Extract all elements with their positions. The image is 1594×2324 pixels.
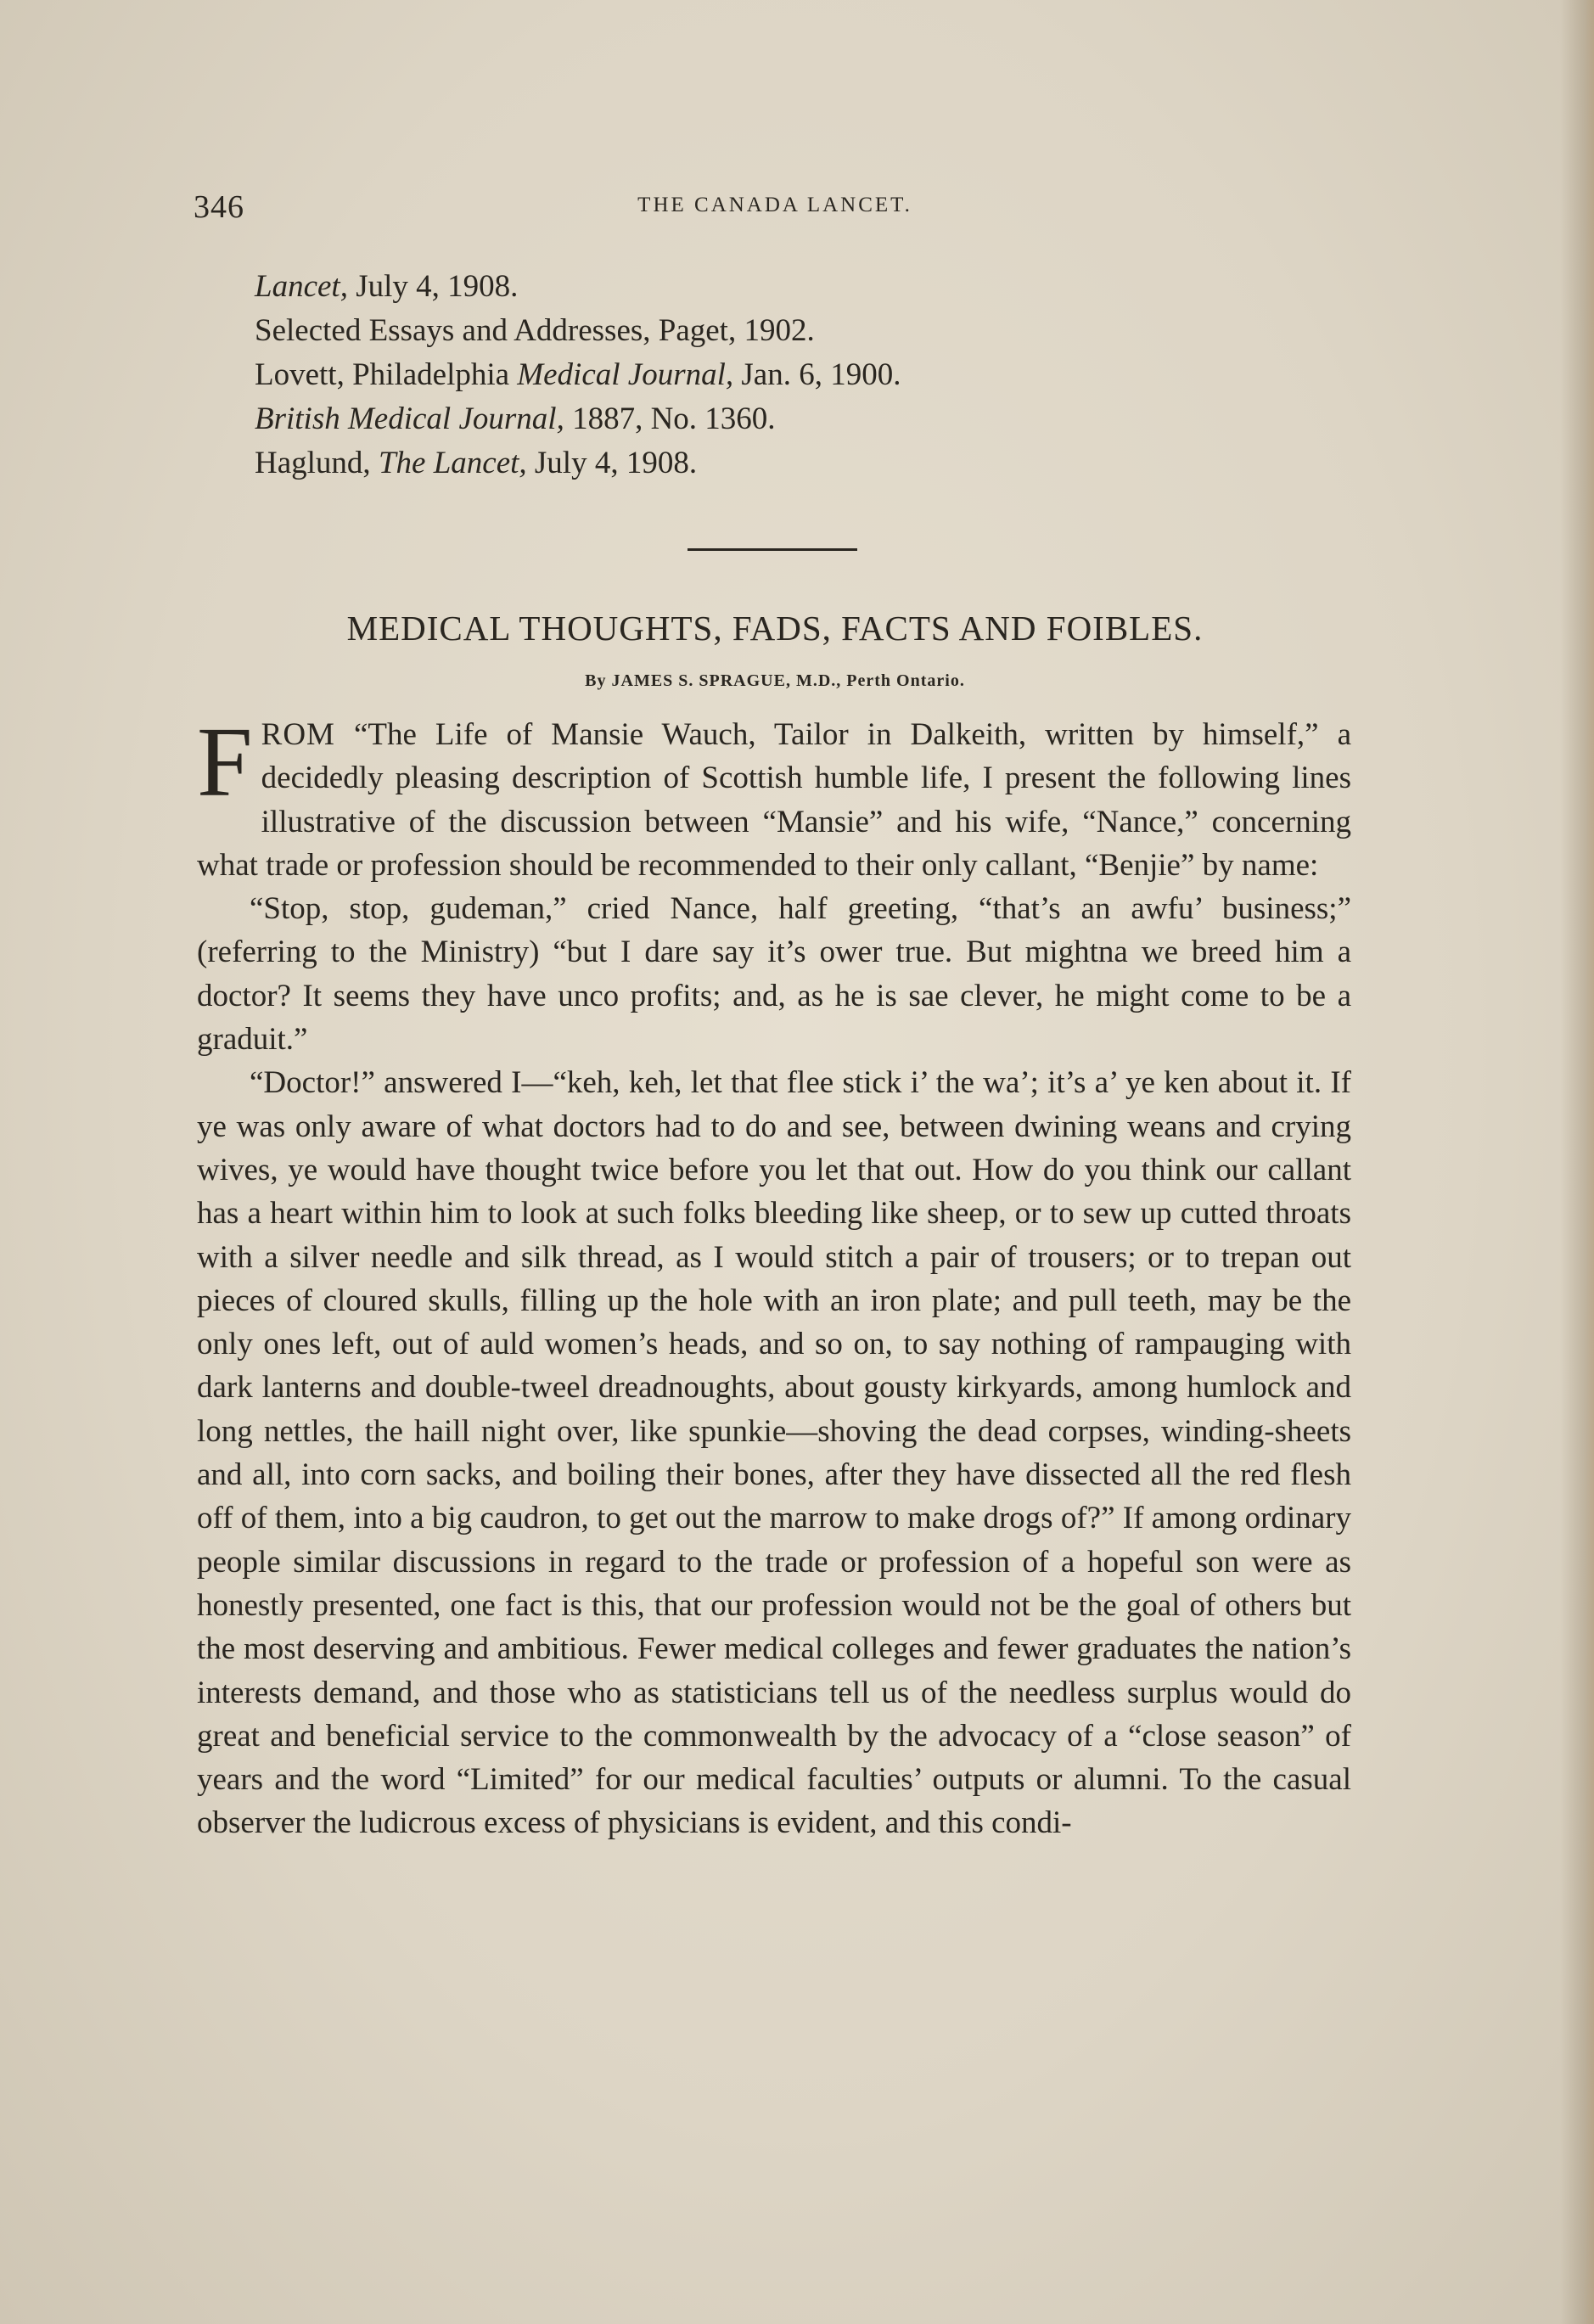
reference-item: Lancet, July 4, 1908. bbox=[255, 269, 519, 304]
body-paragraph bbox=[197, 706, 1351, 887]
drop-cap: F bbox=[197, 706, 253, 817]
paragraph-text: “The Life of Mansie Wauch, Tailor in Dalkeith, written by himself,” a decidedly pleasing description of Scottish humble life, I present the following lines illustrative of the discussion between “Mansie” and his wife, “Nance,” concerning what trade or profession should be recommended to their only callant, “Benjie” by name: bbox=[197, 717, 1351, 883]
reference-item: Selected Essays and Addresses, Paget, 1902. bbox=[255, 313, 815, 348]
body-paragraph: “Doctor!” answered I—“keh, keh, let that flee stick i’ the wa’; it’s a’ ye ken about it. If ye was only aware of what doctors had to do and see, between dwining weans and crying wives, ye would have thought twice before you let that out. How do you think our callant has a heart within him to look at such folks bleeding like sheep, or to sew up cutted throats with a silver needle and silk thread, as I would stitch a pair of trousers; or to trepan out pieces of cloured skulls, filling up the hole with an iron plate; and pull teeth, may be the only ones left, out of auld women’s heads, and so on, to say nothing of rampauging with dark lanterns and double-tweel dreadnoughts, about gousty kirkyards, among humlock and long nettles, the haill night over, like spunkie—shoving the dead corpses, winding-sheets and all, into corn sacks, and boiling their bones, after they have dissected all the red flesh off of them, into a big caudron, to get out the marrow to make drogs of?” If among ordinary people similar discussions in regard to the trade or profession of a hopeful son were as honestly presented, one fact is this, that our profession would not be the goal of others but the most deserving and ambitious. Fewer medical colleges and fewer graduates the nation’s interests demand, and those who as statisticians tell us of the needless surplus would do great and beneficial service to the commonwealth by the advocacy of a “close season” of years and the word “Limited” for our medical faculties’ outputs or alumni. To the casual observer the ludicrous excess of physicians is evident, and this condi- bbox=[197, 1065, 1351, 1841]
section-divider bbox=[688, 548, 857, 551]
article-body bbox=[197, 706, 1351, 1845]
body-paragraph: “Stop, stop, gudeman,” cried Nance, half greeting, “that’s an awfu’ business;” (referring to the Ministry) “but I dare say it’s ower true. But mightna we breed him a doctor? It seems they have unco profits; and, as he is sae clever, he might come to be a graduit.” bbox=[197, 891, 1351, 1058]
reference-item: Lovett, Philadelphia Medical Journal, Jan. 6, 1900. bbox=[255, 357, 901, 392]
first-word-rest: ROM bbox=[261, 717, 335, 752]
article-byline: By JAMES S. SPRAGUE, M.D., Perth Ontario. bbox=[585, 671, 965, 690]
running-head bbox=[194, 188, 1356, 231]
page-number: 346 bbox=[194, 189, 244, 225]
journal-title: THE CANADA LANCET. bbox=[637, 194, 912, 216]
article-title: MEDICAL THOUGHTS, FADS, FACTS AND FOIBLES. bbox=[346, 609, 1204, 648]
reference-item: Haglund, The Lancet, July 4, 1908. bbox=[255, 446, 698, 480]
reference-item: British Medical Journal, 1887, No. 1360. bbox=[255, 401, 776, 436]
reference-list bbox=[255, 265, 1188, 486]
page-edge-shadow bbox=[1560, 0, 1594, 2324]
